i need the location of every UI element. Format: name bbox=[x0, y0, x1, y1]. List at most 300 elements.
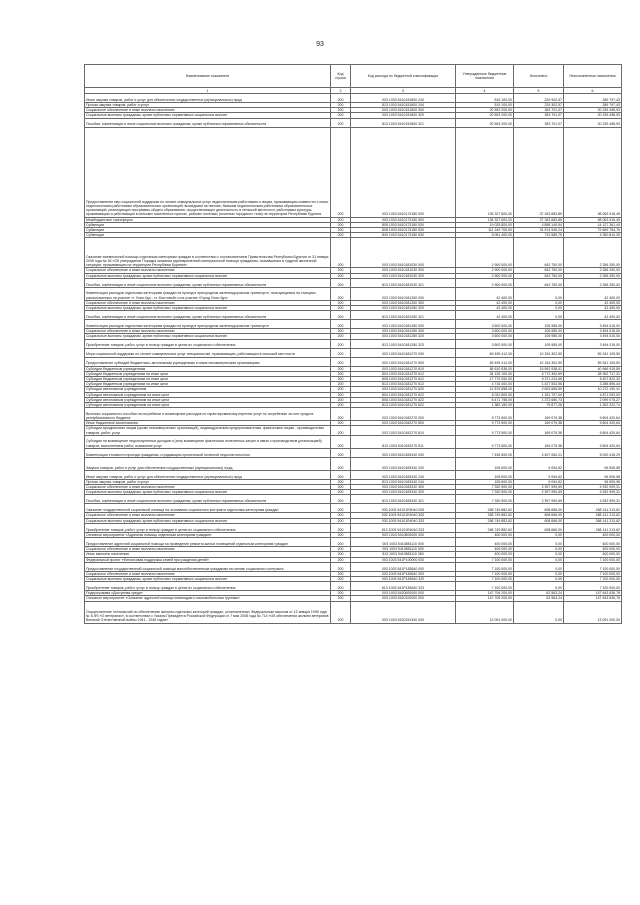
row-name: Компенсация расходов отдельным категориям граждан на проезд в пригородном железнодорожном транспорте bbox=[85, 320, 331, 329]
row-approved: 400 000,00 bbox=[456, 532, 514, 537]
row-remaining: 98 063 916,45 bbox=[564, 127, 622, 217]
row-name: Компенсация расходов отдельным категориям граждан на проезд в пригородном железнодорожном транспорте, пользующемся на станциях, расположенных на участке «г. Улан-Удэ - ст. Мостовой» и на участке «Город Улан-Удэ» bbox=[85, 287, 331, 300]
row-line-code: 200 bbox=[331, 538, 351, 547]
row-budget-code: 003 1003 5410183340 200 bbox=[351, 457, 456, 470]
row-remaining: 7 100 000,00 bbox=[564, 562, 622, 571]
table-row bbox=[85, 562, 622, 571]
row-line-code: 200 bbox=[331, 366, 351, 371]
row-remaining: 7 100 000,00 bbox=[564, 582, 622, 591]
row-approved: 147 706 200,00 bbox=[456, 596, 514, 601]
row-remaining: 28 352 717,31 bbox=[564, 371, 622, 376]
row-line-code: 200 bbox=[331, 557, 351, 562]
row-executed: 1 427 503,56 bbox=[514, 382, 564, 387]
row-name: Основное мероприятие «Оказание адресной помощи инвалидам и маломобильным группам» bbox=[85, 596, 331, 601]
row-executed: 169 079,38 bbox=[514, 435, 564, 448]
row-approved: 7 100 000,00 bbox=[456, 562, 514, 571]
row-executed: 2 397 990,69 bbox=[514, 485, 564, 490]
row-executed: 0,00 bbox=[514, 538, 564, 547]
row-name: Иные закупки товаров, работ и услуг для обеспечения государственных (муниципальных) нужд bbox=[85, 470, 331, 479]
row-budget-code: 003 1003 5410182270 000 bbox=[351, 408, 456, 421]
row-executed: 643 750,00 bbox=[514, 278, 564, 287]
table-row bbox=[85, 426, 622, 435]
row-approved: 519 100,00 bbox=[456, 103, 514, 108]
row-name: Социальные выплаты гражданам, кроме публичных нормативных социальных выплат bbox=[85, 334, 331, 339]
row-executed: 9 094,62 bbox=[514, 457, 564, 470]
row-budget-code: 813 1003 5410881110 360 bbox=[351, 552, 456, 557]
row-budget-code: 003 1003 5410181270 000 bbox=[351, 348, 456, 357]
row-name: Иные бюджетные ассигнования bbox=[85, 421, 331, 426]
row-line-code: 200 bbox=[331, 118, 351, 127]
row-remaining: 3 494 015,00 bbox=[564, 320, 622, 329]
row-executed: 5 772 392,69 bbox=[514, 371, 564, 376]
row-name: Субсидии автономным учреждениям на иные цели bbox=[85, 392, 331, 397]
row-name: Социальные выплаты гражданам, кроме публичных нормативных социальных выплат bbox=[85, 518, 331, 523]
row-line-code: 200 bbox=[331, 228, 351, 233]
row-remaining: 96 505,98 bbox=[564, 470, 622, 479]
row-approved: 19 025 800,00 bbox=[456, 222, 514, 227]
row-remaining: 8 407 822,32 bbox=[564, 377, 622, 382]
row-approved: 9 773 500,00 bbox=[456, 435, 514, 448]
row-executed: 608 666,00 bbox=[514, 523, 564, 532]
row-line-code: 200 bbox=[331, 287, 351, 300]
row-approved: 400 000,00 bbox=[456, 547, 514, 552]
row-remaining: 268 141 213,62 bbox=[564, 518, 622, 523]
row-line-code: 200 bbox=[331, 371, 351, 376]
row-remaining: 96 505,98 bbox=[564, 479, 622, 484]
row-remaining: 268 141 213,62 bbox=[564, 523, 622, 532]
row-budget-code: 813 1003 5410181260 321 bbox=[351, 311, 456, 320]
row-name: Выплаты социального пособия на погребение и возмещение расходов по гарантированному перечню услуг по погребению за счет средств республиканского бюджета bbox=[85, 408, 331, 421]
row-budget-code: 813 1003 5410181030 321 bbox=[351, 278, 456, 287]
column-number: 2 bbox=[331, 88, 351, 94]
row-remaining: 2 256 250,00 bbox=[564, 273, 622, 278]
row-remaining: 7 100 000,00 bbox=[564, 571, 622, 576]
row-remaining: 3 288 896,44 bbox=[564, 382, 622, 387]
row-executed: 169 079,38 bbox=[514, 421, 564, 426]
row-executed: 0,00 bbox=[514, 287, 564, 300]
row-approved: 105 600,00 bbox=[456, 457, 514, 470]
row-remaining: 42 400,00 bbox=[564, 300, 622, 305]
row-line-code: 200 bbox=[331, 485, 351, 490]
row-budget-code: 003 1003 5420100000 000 bbox=[351, 596, 456, 601]
row-remaining: 9 604 420,64 bbox=[564, 426, 622, 435]
row-name: Приобретение товаров, работ, услуг в пользу граждан в целях их социального обеспечения bbox=[85, 339, 331, 348]
row-budget-code: 813 1003 5410181280 323 bbox=[351, 339, 456, 348]
row-approved: 42 400,00 bbox=[456, 300, 514, 305]
row-budget-code: 804 1003 5410181270 622 bbox=[351, 392, 456, 397]
row-remaining: 9 604 420,64 bbox=[564, 408, 622, 421]
table-row bbox=[85, 311, 622, 320]
row-remaining: 3 494 015,00 bbox=[564, 334, 622, 339]
row-name: Социальное обеспечение и иные выплаты населению bbox=[85, 268, 331, 273]
row-name: Социальное обеспечение и иные выплаты населению bbox=[85, 329, 331, 334]
row-name: Предоставление государственной социальной помощи малообеспеченным гражданам на основе социального контракта bbox=[85, 562, 331, 571]
row-name: Федеральный проект «Финансовая поддержка семей при рождении детей» bbox=[85, 557, 331, 562]
row-line-code: 200 bbox=[331, 103, 351, 108]
row-line-code: 200 bbox=[331, 334, 351, 339]
table-row bbox=[85, 448, 622, 457]
row-name: Иные выплаты населению bbox=[85, 552, 331, 557]
column-number: 4 bbox=[456, 88, 514, 94]
row-remaining: 96 505,98 bbox=[564, 457, 622, 470]
row-line-code: 200 bbox=[331, 268, 351, 273]
row-approved: 7 330 900,00 bbox=[456, 485, 514, 490]
row-executed: 37 263 683,85 bbox=[514, 217, 564, 222]
row-budget-code: 003 1003 541P183640 300 bbox=[351, 571, 456, 576]
table-header-row bbox=[85, 65, 622, 88]
row-budget-code: 003 1003 54101R4040 300 bbox=[351, 513, 456, 518]
row-budget-code: 849 1003 5410173180 530 bbox=[351, 233, 456, 238]
row-approved: 7 100 000,00 bbox=[456, 576, 514, 581]
row-remaining: 10 272 190,41 bbox=[564, 387, 622, 392]
row-executed: 15 592 938,41 bbox=[514, 366, 564, 371]
row-executed: 0,00 bbox=[514, 311, 564, 320]
table-body bbox=[85, 94, 622, 624]
row-line-code: 200 bbox=[331, 387, 351, 392]
table-row bbox=[85, 523, 622, 532]
row-executed: 353 701,07 bbox=[514, 118, 564, 127]
row-name: Пособия, компенсации и иные социальные выплаты гражданам, кроме публичных нормативных обязательств bbox=[85, 495, 331, 504]
row-executed: 105 985,00 bbox=[514, 339, 564, 348]
row-budget-code: 003 1003 5410183340 300 bbox=[351, 485, 456, 490]
header-line-code: Код строки bbox=[331, 65, 351, 88]
row-name: Субсидии бюджетным учреждениям на иные цели bbox=[85, 382, 331, 387]
row-line-code: 200 bbox=[331, 217, 351, 222]
column-number: 3 bbox=[351, 88, 456, 94]
row-executed: 105 985,00 bbox=[514, 329, 564, 334]
row-line-code: 200 bbox=[331, 591, 351, 596]
row-budget-code: 813 1003 54101R4040 323 bbox=[351, 523, 456, 532]
row-line-code: 200 bbox=[331, 127, 351, 217]
row-approved: 42 400,00 bbox=[456, 306, 514, 311]
row-budget-code: 003 1003 5410181260 300 bbox=[351, 300, 456, 305]
table-row bbox=[85, 582, 622, 591]
row-approved: 3 600 000,00 bbox=[456, 320, 514, 329]
row-approved: 7 330 900,00 bbox=[456, 495, 514, 504]
row-name: Субвенции bbox=[85, 228, 331, 233]
row-executed: 2 407 084,21 bbox=[514, 448, 564, 457]
row-approved: 400 000,00 bbox=[456, 538, 514, 547]
row-name: Субсидии автономным учреждениям на иные цели bbox=[85, 397, 331, 402]
row-name: Закупка товаров, работ и услуг для обеспечения государственных (муниципальных) нужд bbox=[85, 457, 331, 470]
row-budget-code: 813 1003 5410151800 244 bbox=[351, 103, 456, 108]
row-name: Приобретение товаров, работ, услуг в пользу граждан в целях их социального обеспечения bbox=[85, 523, 331, 532]
row-remaining: 400 000,00 bbox=[564, 547, 622, 552]
row-approved: 268 749 882,62 bbox=[456, 523, 514, 532]
row-remaining: 2 256 250,00 bbox=[564, 238, 622, 268]
row-approved: 6 022 800,00 bbox=[456, 392, 514, 397]
row-budget-code: 813 1003 5410182270 811 bbox=[351, 435, 456, 448]
row-budget-code: 003 1003 5410183340 000 bbox=[351, 448, 456, 457]
row-executed: 37 263 683,85 bbox=[514, 127, 564, 217]
row-remaining: 400 000,00 bbox=[564, 532, 622, 537]
table-row bbox=[85, 435, 622, 448]
row-executed: 0,00 bbox=[514, 300, 564, 305]
row-executed: 2 397 990,69 bbox=[514, 495, 564, 504]
row-executed: 105 985,00 bbox=[514, 334, 564, 339]
row-name: Приобретение товаров, работ, услуг в пользу граждан в целях их социального обеспечения bbox=[85, 582, 331, 591]
row-executed: 9 371 224,68 bbox=[514, 377, 564, 382]
row-approved: 20 593 200,00 bbox=[456, 108, 514, 113]
row-remaining: 4 350 810,25 bbox=[564, 233, 622, 238]
row-remaining: 98 063 916,45 bbox=[564, 217, 622, 222]
row-budget-code: 003 1003 5410181260 000 bbox=[351, 287, 456, 300]
row-budget-code: 003 1003 5410183340 320 bbox=[351, 490, 456, 495]
row-remaining: 268 141 213,62 bbox=[564, 504, 622, 513]
row-remaining: 2 256 250,00 bbox=[564, 268, 622, 273]
row-remaining: 4 932 909,31 bbox=[564, 490, 622, 495]
row-budget-code: 003 1003 541P183640 000 bbox=[351, 562, 456, 571]
row-executed: 2 397 990,69 bbox=[514, 490, 564, 495]
row-executed: 62 563,24 bbox=[514, 591, 564, 596]
row-name: Основное мероприятие «Адресная помощь отдельным категориям граждан» bbox=[85, 532, 331, 537]
row-remaining: 14 127 361,44 bbox=[564, 222, 622, 227]
row-approved: 135 327 600,00 bbox=[456, 217, 514, 222]
row-name: Прочая закупка товаров, работ и услуг bbox=[85, 103, 331, 108]
row-approved: 7 330 900,00 bbox=[456, 490, 514, 495]
table-row bbox=[85, 538, 622, 547]
header-indicator-name: Наименование показателя bbox=[85, 65, 331, 88]
table-row bbox=[85, 504, 622, 513]
row-remaining: 7 100 000,00 bbox=[564, 557, 622, 562]
row-name: Субсидии юридическим лицам (кроме некоммерческих организаций), индивидуальным предпринимателям, физическим лицам - производителям товаров, работ, услуг bbox=[85, 426, 331, 435]
row-name: Субсидии бюджетным учреждениям bbox=[85, 366, 331, 371]
row-budget-code: 813 1003 5410183340 321 bbox=[351, 495, 456, 504]
row-remaining: 400 000,00 bbox=[564, 552, 622, 557]
row-name: Предоставление субсидий бюджетным, автономным учреждениям и иным некоммерческим организациям bbox=[85, 357, 331, 366]
row-budget-code: 003 1003 5420151340 000 bbox=[351, 601, 456, 623]
row-executed: 1 151 707,00 bbox=[514, 392, 564, 397]
row-line-code: 200 bbox=[331, 94, 351, 103]
header-budget-code: Код расхода по бюджетной классификации bbox=[351, 65, 456, 88]
row-executed: 4 898 145,54 bbox=[514, 222, 564, 227]
row-line-code: 200 bbox=[331, 576, 351, 581]
row-line-code: 200 bbox=[331, 233, 351, 238]
row-executed: 229 302,57 bbox=[514, 103, 564, 108]
row-budget-code: 804 1003 5410181270 612 bbox=[351, 371, 456, 376]
row-line-code: 200 bbox=[331, 273, 351, 278]
row-line-code: 200 bbox=[331, 403, 351, 408]
row-budget-code: 805 1003 5410173180 530 bbox=[351, 222, 456, 227]
row-name: Иные закупки товаров, работ и услуг для обеспечения государственных (муниципальных) нужд bbox=[85, 94, 331, 103]
row-name: Пособия, компенсации и иные социальные выплаты гражданам, кроме публичных нормативных обязательств bbox=[85, 278, 331, 287]
row-approved: 105 600,00 bbox=[456, 479, 514, 484]
row-executed: 608 666,00 bbox=[514, 518, 564, 523]
row-line-code: 200 bbox=[331, 222, 351, 227]
row-budget-code: 813 1003 5410151800 321 bbox=[351, 118, 456, 127]
row-executed: 353 701,07 bbox=[514, 113, 564, 118]
row-line-code: 200 bbox=[331, 397, 351, 402]
row-line-code: 200 bbox=[331, 523, 351, 532]
row-line-code: 200 bbox=[331, 311, 351, 320]
row-line-code: 200 bbox=[331, 300, 351, 305]
row-approved: 17 779 050,00 bbox=[456, 377, 514, 382]
row-executed: 0,00 bbox=[514, 306, 564, 311]
row-remaining: 268 141 213,62 bbox=[564, 513, 622, 518]
row-line-code: 200 bbox=[331, 320, 351, 329]
row-budget-code: 003 1003 5410181270 610 bbox=[351, 366, 456, 371]
row-approved: 7 100 000,00 bbox=[456, 582, 514, 591]
row-approved: 69 495 412,00 bbox=[456, 357, 514, 366]
row-remaining: 42 400,00 bbox=[564, 287, 622, 300]
row-budget-code: 813 1003 5410181270 612 bbox=[351, 382, 456, 387]
row-line-code: 200 bbox=[331, 552, 351, 557]
header-remaining: Неисполненные назначения bbox=[564, 65, 622, 88]
row-line-code: 200 bbox=[331, 382, 351, 387]
row-line-code: 200 bbox=[331, 470, 351, 479]
row-executed: 105 985,00 bbox=[514, 320, 564, 329]
row-line-code: 200 bbox=[331, 518, 351, 523]
row-remaining: 20 239 498,93 bbox=[564, 113, 622, 118]
row-approved: 3 600 000,00 bbox=[456, 334, 514, 339]
row-executed: 9 094,62 bbox=[514, 470, 564, 479]
row-approved: 147 706 200,00 bbox=[456, 591, 514, 596]
row-name: Социальные выплаты гражданам, кроме публичных нормативных социальных выплат bbox=[85, 306, 331, 311]
row-name: Компенсация стоимости проезда гражданам, страдающим хронической почечной недостаточностью bbox=[85, 448, 331, 457]
row-approved: 2 900 000,00 bbox=[456, 273, 514, 278]
table-row bbox=[85, 94, 622, 103]
row-budget-code: 808 1003 5410181270 612 bbox=[351, 377, 456, 382]
table-row bbox=[85, 408, 622, 421]
row-name: Субсидии бюджетным учреждениям на иные цели bbox=[85, 377, 331, 382]
row-name: Социальное обеспечение и иные выплаты населению bbox=[85, 300, 331, 305]
row-remaining: 4 871 093,00 bbox=[564, 392, 622, 397]
row-remaining: 4 932 909,31 bbox=[564, 485, 622, 490]
row-remaining: 7 100 000,00 bbox=[564, 576, 622, 581]
row-executed: 643 750,00 bbox=[514, 268, 564, 273]
row-remaining: 2 099 075,27 bbox=[564, 397, 622, 402]
row-approved: 519 100,00 bbox=[456, 94, 514, 103]
row-approved: 2 900 000,00 bbox=[456, 278, 514, 287]
row-approved: 9 773 500,00 bbox=[456, 408, 514, 421]
row-name: Социальное обеспечение и иные выплаты населению bbox=[85, 513, 331, 518]
row-line-code: 200 bbox=[331, 435, 351, 448]
table-row bbox=[85, 278, 622, 287]
row-executed: 0,00 bbox=[514, 552, 564, 557]
row-name: Субсидии на возмещение недополученных доходов и (или) возмещение фактически понесенных затрат в связи с производством (реализацией) товаров, выполнением работ, оказанием услуг bbox=[85, 435, 331, 448]
row-approved: 2 900 000,00 bbox=[456, 268, 514, 273]
row-line-code: 200 bbox=[331, 306, 351, 311]
row-approved: 13 091 000,00 bbox=[456, 601, 514, 623]
row-remaining: 5 029 415,29 bbox=[564, 448, 622, 457]
row-line-code: 200 bbox=[331, 571, 351, 576]
row-line-code: 200 bbox=[331, 513, 351, 518]
row-remaining: 20 239 498,93 bbox=[564, 108, 622, 113]
row-approved: 9 773 500,00 bbox=[456, 426, 514, 435]
row-budget-code: 003 1003 5410181280 000 bbox=[351, 320, 456, 329]
row-line-code: 200 bbox=[331, 457, 351, 470]
row-approved: 1 382 150,00 bbox=[456, 403, 514, 408]
row-name: Социальное обеспечение и иные выплаты населению bbox=[85, 485, 331, 490]
row-line-code: 200 bbox=[331, 357, 351, 366]
row-executed: 31 574 945,24 bbox=[514, 228, 564, 233]
row-approved: 5 051 400,00 bbox=[456, 233, 514, 238]
row-remaining: 1 302 222,74 bbox=[564, 403, 622, 408]
row-line-code: 200 bbox=[331, 495, 351, 504]
row-remaining: 147 643 636,76 bbox=[564, 591, 622, 596]
row-budget-code: 813 1003 5410181270 622 bbox=[351, 403, 456, 408]
row-executed: 643 750,00 bbox=[514, 273, 564, 278]
table-row bbox=[85, 238, 622, 268]
row-budget-code: 003 1003 5410181030 000 bbox=[351, 238, 456, 268]
row-name: Пособия, компенсации и иные социальные выплаты гражданам, кроме публичных нормативных обязательств bbox=[85, 311, 331, 320]
column-number: 5 bbox=[514, 88, 564, 94]
row-approved: 42 400,00 bbox=[456, 311, 514, 320]
row-budget-code: 003 1003 5410881110 000 bbox=[351, 538, 456, 547]
row-line-code: 200 bbox=[331, 348, 351, 357]
row-remaining: 289 797,43 bbox=[564, 103, 622, 108]
row-executed: 353 701,07 bbox=[514, 108, 564, 113]
row-line-code: 200 bbox=[331, 532, 351, 537]
row-line-code: 200 bbox=[331, 504, 351, 513]
row-line-code: 200 bbox=[331, 113, 351, 118]
table-row bbox=[85, 457, 622, 470]
row-budget-code: 003 1003 5410183340 240 bbox=[351, 470, 456, 479]
row-name: Меры социальной поддержки по оплате коммунальных услуг специалистам, проживающим, работающим в сельской местности bbox=[85, 348, 331, 357]
row-executed: 229 902,57 bbox=[514, 94, 564, 103]
row-executed: 608 666,00 bbox=[514, 504, 564, 513]
row-name: Предоставление адресной социальной помощи на проведение ремонта жилых помещений отдельным категориям граждан bbox=[85, 538, 331, 547]
table-row bbox=[85, 601, 622, 623]
row-line-code: 200 bbox=[331, 421, 351, 426]
row-remaining: 3 494 015,00 bbox=[564, 329, 622, 334]
row-remaining: 400 000,00 bbox=[564, 538, 622, 547]
row-approved: 56 610 538,00 bbox=[456, 366, 514, 371]
row-name: Субсидии автономным учреждениям на иные цели bbox=[85, 403, 331, 408]
row-line-code: 200 bbox=[331, 562, 351, 571]
row-name: Субвенции bbox=[85, 233, 331, 238]
row-line-code: 200 bbox=[331, 448, 351, 457]
row-budget-code: 003 1003 5410151800 320 bbox=[351, 113, 456, 118]
row-remaining: 59 341 109,50 bbox=[564, 348, 622, 357]
row-executed: 0,00 bbox=[514, 532, 564, 537]
row-executed: 9 094,62 bbox=[514, 479, 564, 484]
row-executed: 1 372 680,73 bbox=[514, 397, 564, 402]
row-approved: 9 773 500,00 bbox=[456, 421, 514, 426]
row-approved: 20 593 200,00 bbox=[456, 118, 514, 127]
row-line-code: 200 bbox=[331, 339, 351, 348]
header-executed: Исполнено bbox=[514, 65, 564, 88]
table-row bbox=[85, 348, 622, 357]
row-budget-code: 813 1003 541P183640 323 bbox=[351, 582, 456, 591]
row-name: Прочая закупка товаров, работ и услуг bbox=[85, 479, 331, 484]
row-budget-code: 003 1003 5410181260 320 bbox=[351, 306, 456, 311]
row-budget-code: 003 1003 5410181270 620 bbox=[351, 387, 456, 392]
row-budget-code: 003 1003 5410182270 810 bbox=[351, 426, 456, 435]
row-budget-code: 808 1003 5410173180 530 bbox=[351, 228, 456, 233]
row-approved: 7 436 500,00 bbox=[456, 448, 514, 457]
table-row bbox=[85, 495, 622, 504]
row-budget-code: 003 1003 5410181270 600 bbox=[351, 357, 456, 366]
row-approved: 12 876 858,00 bbox=[456, 387, 514, 392]
row-line-code: 200 bbox=[331, 238, 351, 268]
row-line-code: 200 bbox=[331, 479, 351, 484]
row-line-code: 200 bbox=[331, 547, 351, 552]
row-name: Оказание ежемесячной помощи отдельным категориям граждан в соответствии с постановлением Правительства Республики Бурятия от 31 января 2008 года № 36 «Об утверждении Порядка оказания единовременной материальной помощи гражданам, оказавшимся в трудной жизненной ситуации, проживающим на территории Республики Бурятия» bbox=[85, 238, 331, 268]
column-number: 1 bbox=[85, 88, 331, 94]
row-line-code: 200 bbox=[331, 392, 351, 397]
row-executed: 169 079,38 bbox=[514, 408, 564, 421]
row-approved: 34 125 100,00 bbox=[456, 371, 514, 376]
row-budget-code: 808 1003 5410181270 622 bbox=[351, 397, 456, 402]
row-budget-code: 003 1003 54101R4040 000 bbox=[351, 504, 456, 513]
row-approved: 2 900 000,00 bbox=[456, 238, 514, 268]
row-remaining: 9 604 420,64 bbox=[564, 421, 622, 426]
row-name: Субсидии автономным учреждениям bbox=[85, 387, 331, 392]
row-line-code: 200 bbox=[331, 490, 351, 495]
row-executed: 10 154 302,50 bbox=[514, 348, 564, 357]
row-approved: 268 749 882,62 bbox=[456, 518, 514, 523]
